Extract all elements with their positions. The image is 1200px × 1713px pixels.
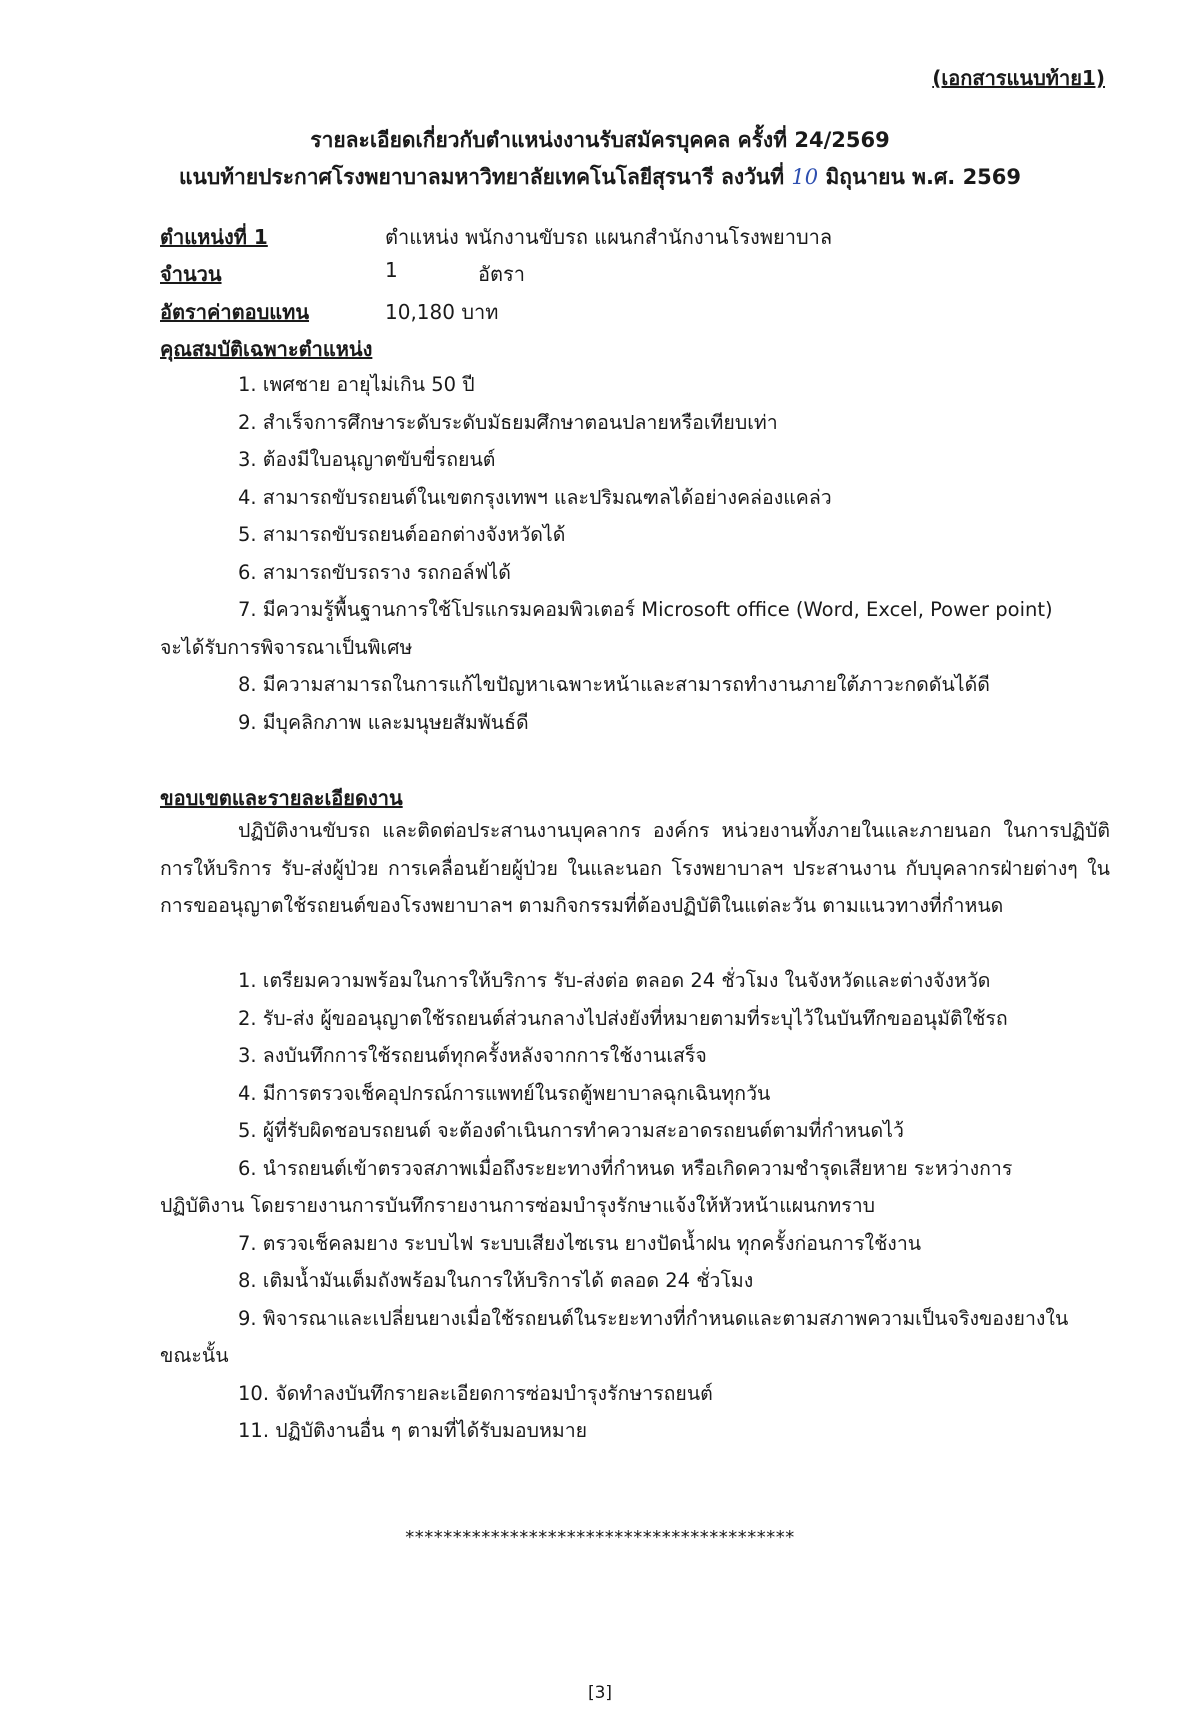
subtitle-text-before: แนบท้ายประกาศโรงพยาบาลมหาวิทยาลัยเทคโนโลยีสุรนารี ลงวันที่ [178, 165, 792, 189]
count-label: จำนวน [160, 262, 222, 286]
list-item: 8. มีความสามารถในการแก้ไขปัญหาเฉพาะหน้าและสามารถทำงานภายใต้ภาวะกดดันได้ดี [238, 673, 990, 696]
list-item: 8. เติมน้ำมันเต็มถังพร้อมในการให้บริการได้ ตลอด 24 ชั่วโมง [238, 1269, 754, 1292]
document-title: รายละเอียดเกี่ยวกับตำแหน่งงานรับสมัครบุคคล ครั้งที่ 24/2569 [310, 128, 890, 152]
list-item-continuation: ปฏิบัติงาน โดยรายงานการบันทึกรายงานการซ่อมบำรุงรักษาแจ้งให้หัวหน้าแผนกทราบ [160, 1194, 876, 1217]
position-label: ตำแหน่งที่ 1 [160, 225, 268, 249]
list-item: 5. ผู้ที่รับผิดชอบรถยนต์ จะต้องดำเนินการทำความสะอาดรถยนต์ตามที่กำหนดไว้ [238, 1119, 904, 1142]
list-item: 1. เตรียมความพร้อมในการให้บริการ รับ-ส่งต่อ ตลอด 24 ชั่วโมง ในจังหวัดและต่างจังหวัด [238, 969, 991, 992]
list-item: 1. เพศชาย อายุไม่เกิน 50 ปี [238, 373, 475, 396]
handwritten-date: 10 [791, 165, 819, 189]
pay-value: 10,180 บาท [385, 300, 499, 324]
list-item: 10. จัดทำลงบันทึกรายละเอียดการซ่อมบำรุงรักษารถยนต์ [238, 1381, 713, 1405]
qualifications-heading: คุณสมบัติเฉพาะตำแหน่ง [160, 337, 373, 361]
list-item: 4. มีการตรวจเช็คอุปกรณ์การแพทย์ในรถตู้พยาบาลฉุกเฉินทุกวัน [238, 1081, 771, 1105]
list-item: 7. มีความรู้พื้นฐานการใช้โปรแกรมคอมพิวเตอร์ Microsoft office (Word, Excel, Power point) [238, 598, 1053, 621]
count-value: 1 [385, 258, 398, 282]
scope-paragraph: ปฏิบัติงานขับรถ และติดต่อประสานงานบุคลากร องค์กร หน่วยงานทั้งภายในและภายนอก ในการปฏิบัติการให้บริการ รับ-ส่งผู้ป่วย การเคลื่อนย้ายผู้ป่วย ในและนอก โรงพยาบาลฯ ประสานงาน กับบุคลากรฝ่ายต่างๆ ในการขออนุญาตใช้รถยนต์ของโรงพยาบาลฯ ตามกิจกรรมที่ต้องปฏิบัติในแต่ละวัน ตามแนวทางที่กำหนด [160, 819, 1110, 917]
list-item-continuation: ขณะนั้น [160, 1344, 229, 1367]
scope-list [160, 962, 1068, 1450]
list-item: 9. พิจารณาและเปลี่ยนยางเมื่อใช้รถยนต์ในระยะทางที่กำหนดและตามสภาพความเป็นจริงของยางใน [238, 1306, 1069, 1330]
count-row [160, 258, 525, 290]
count-unit: อัตรา [478, 262, 525, 286]
list-item: 3. ต้องมีใบอนุญาตขับขี่รถยนต์ [238, 448, 496, 471]
document-subtitle [0, 161, 1200, 194]
list-item: 2. รับ-ส่ง ผู้ขออนุญาตใช้รถยนต์ส่วนกลางไปส่งยังที่หมายตามที่ระบุไว้ในบันทึกขออนุมัติใช้รถ [238, 1006, 1008, 1030]
list-item: 7. ตรวจเช็คลมยาง ระบบไฟ ระบบเสียงไซเรน ยางปัดน้ำฝน ทุกครั้งก่อนการใช้งาน [238, 1231, 922, 1255]
list-item: 3. ลงบันทึกการใช้รถยนต์ทุกครั้งหลังจากการใช้งานเสร็จ [238, 1044, 707, 1067]
attachment-tag: (เอกสารแนบท้าย1) [932, 66, 1105, 90]
list-item-continuation: จะได้รับการพิจารณาเป็นพิเศษ [160, 635, 413, 659]
scope-heading: ขอบเขตและรายละเอียดงาน [160, 786, 403, 810]
position-value: ตำแหน่ง พนักงานขับรถ แผนกสำนักงานโรงพยาบาล [385, 225, 833, 249]
list-item: 5. สามารถขับรถยนต์ออกต่างจังหวัดได้ [238, 523, 566, 546]
position-row [160, 221, 833, 253]
list-item: 11. ปฏิบัติงานอื่น ๆ ตามที่ได้รับมอบหมาย [238, 1419, 588, 1442]
list-item: 6. สามารถขับรถราง รถกอล์ฟได้ [238, 560, 511, 584]
list-item: 6. นำรถยนต์เข้าตรวจสภาพเมื่อถึงระยะทางที่กำหนด หรือเกิดความชำรุดเสียหาย ระหว่างการ [238, 1156, 1013, 1180]
pay-label: อัตราค่าตอบแทน [160, 300, 310, 324]
subtitle-text-after: มิถุนายน พ.ศ. 2569 [818, 165, 1022, 189]
separator-line: ***************************************** [405, 1527, 795, 1548]
pay-row [160, 296, 499, 328]
list-item: 9. มีบุคลิกภาพ และมนุษยสัมพันธ์ดี [238, 710, 529, 734]
qualifications-list [160, 366, 1053, 741]
page-number: [3] [587, 1683, 613, 1703]
list-item: 2. สำเร็จการศึกษาระดับระดับมัธยมศึกษาตอนปลายหรือเทียบเท่า [238, 410, 778, 434]
list-item: 4. สามารถขับรถยนต์ในเขตกรุงเทพฯ และปริมณฑลได้อย่างคล่องแคล่ว [238, 485, 832, 509]
